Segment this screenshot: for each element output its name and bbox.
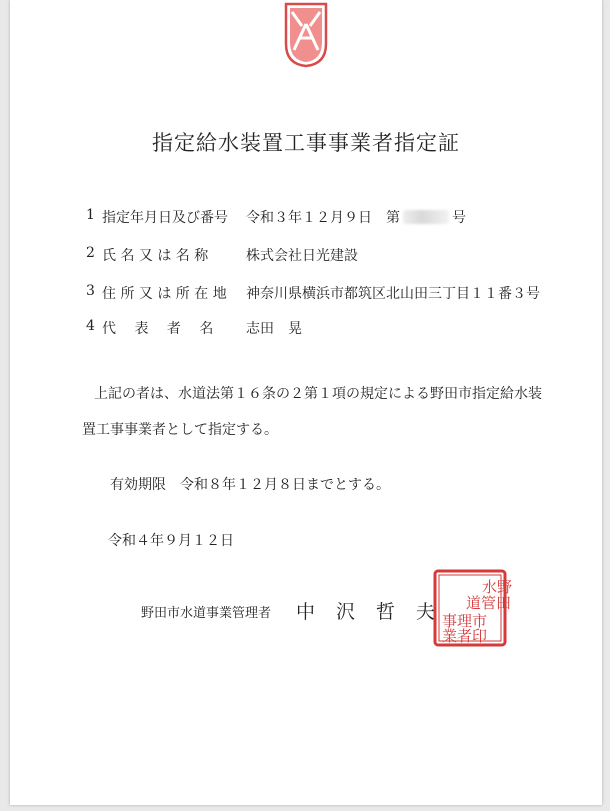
number-prefix: 第	[386, 210, 400, 226]
company-name: 株式会社日光建設	[246, 248, 358, 264]
certificate-title: 指定給水装置工事事業者指定証	[152, 131, 460, 155]
row-number: 4	[86, 318, 95, 334]
issuer-given-name: 哲 夫	[376, 601, 437, 623]
row-label: 氏 名 又 は 名 称	[102, 248, 209, 264]
number-suffix: 号	[452, 210, 466, 226]
company-address: 神奈川県横浜市都筑区北山田三丁目１１番３号	[246, 286, 540, 302]
issue-date: 令和４年９月１２日	[108, 533, 234, 549]
row-number: 3	[86, 283, 95, 299]
redacted-number	[403, 210, 449, 224]
issuer-title: 野田市水道事業管理者	[141, 606, 272, 621]
row-label: 代 表 者 名	[102, 321, 214, 337]
top-seal-stamp	[280, 4, 332, 68]
row-number: 1	[86, 207, 95, 223]
statement-line-2: 置工事事業者として指定する。	[82, 422, 278, 438]
row-label: 指定年月日及び番号	[102, 210, 228, 226]
seal-line-3: 事理市	[442, 612, 488, 630]
issuer-surname: 中 沢	[296, 601, 357, 623]
official-seal-stamp	[432, 568, 513, 648]
statement-line-1: 上記の者は、水道法第１６条の２第１項の規定による野田市指定給水装	[94, 386, 542, 402]
row-label: 住 所 又 は 所 在 地	[102, 286, 227, 302]
designation-number	[386, 207, 466, 227]
seal-line-2: 道管田	[466, 594, 512, 612]
row-number: 2	[86, 245, 95, 261]
certificate-sheet	[10, 0, 602, 805]
seal-line-1: 水野	[482, 578, 513, 596]
designation-date: 令和３年１２月９日	[246, 210, 372, 226]
representative-name: 志田 晃	[246, 321, 302, 337]
seal-line-4: 業者印	[442, 627, 488, 645]
validity-period: 有効期限 令和８年１２月８日までとする。	[110, 477, 390, 493]
